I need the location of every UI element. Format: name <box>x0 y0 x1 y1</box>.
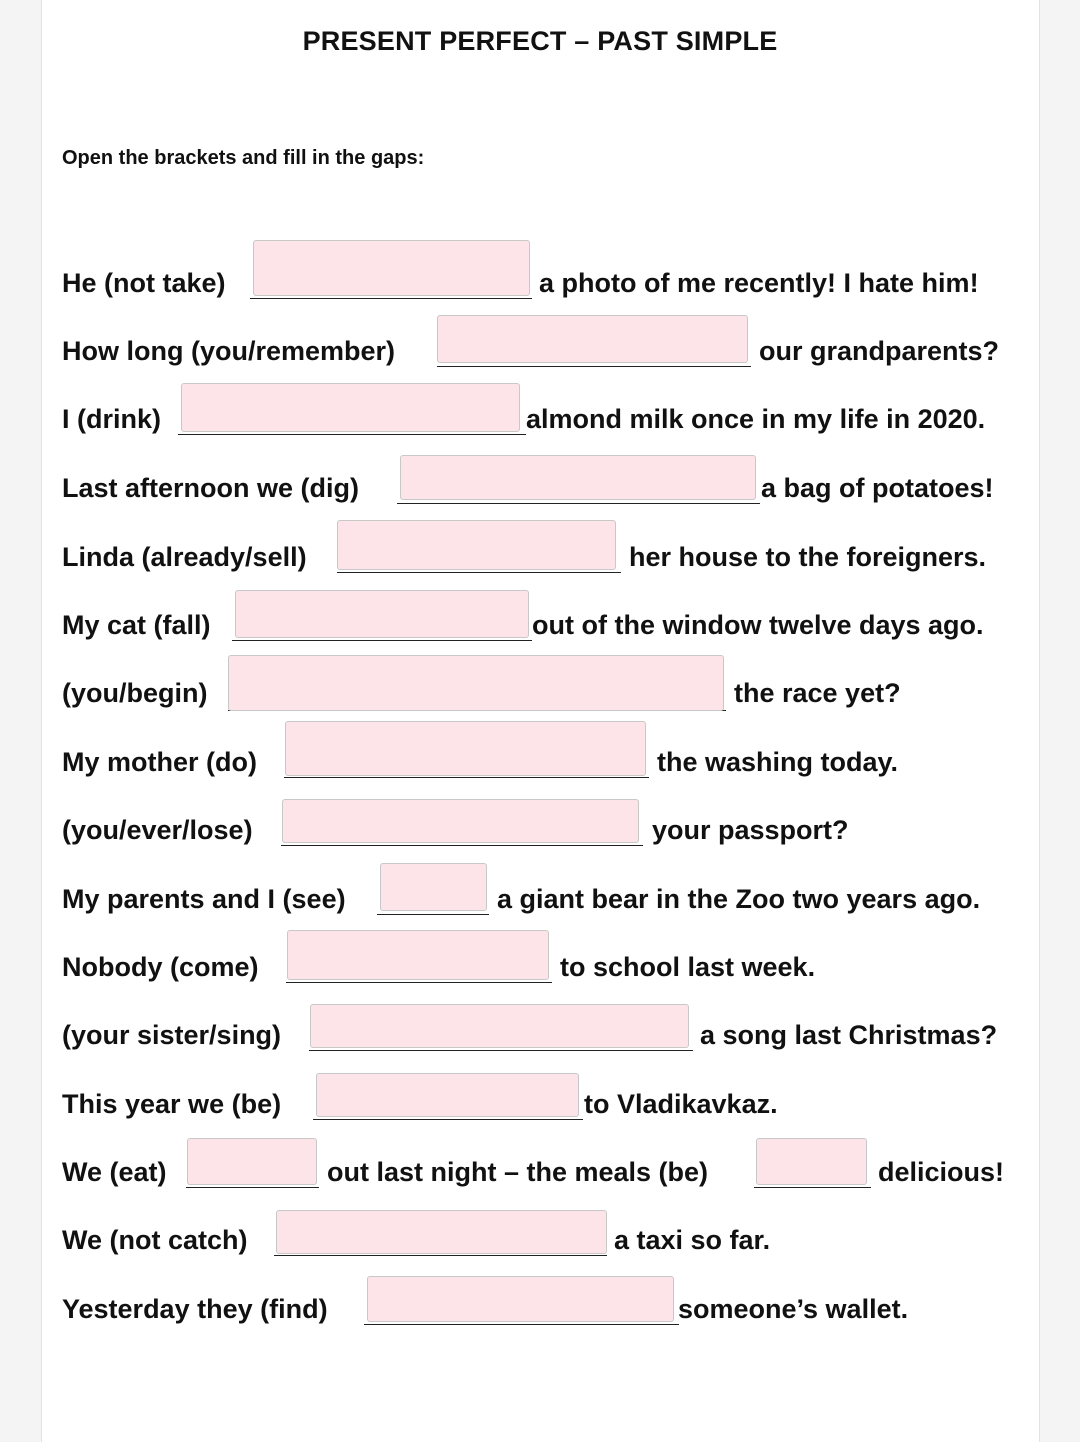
continuation-text: the washing today. <box>657 747 899 777</box>
prompt-text: My parents and I (see) <box>62 884 346 914</box>
continuation-text: almond milk once in my life in 2020. <box>526 404 986 434</box>
continuation-text: the race yet? <box>734 678 901 708</box>
continuation-text: a photo of me recently! I hate him! <box>539 268 979 298</box>
answer-input[interactable] <box>337 520 616 570</box>
answer-input[interactable] <box>276 1210 607 1254</box>
answer-input[interactable] <box>235 590 529 638</box>
prompt-text: Last afternoon we (dig) <box>62 473 359 503</box>
continuation-text: a giant bear in the Zoo two years ago. <box>497 884 981 914</box>
continuation-text: a song last Christmas? <box>700 1020 998 1050</box>
answer-input[interactable] <box>253 240 530 296</box>
continuation-text: to Vladikavkaz. <box>584 1089 778 1119</box>
answer-input[interactable] <box>437 315 748 363</box>
prompt-text: My mother (do) <box>62 747 257 777</box>
prompt-text: (your sister/sing) <box>62 1020 282 1050</box>
prompt-text: My cat (fall) <box>62 610 211 640</box>
answer-input[interactable] <box>282 799 639 843</box>
answer-input-2[interactable] <box>756 1138 867 1185</box>
instructions: Open the brackets and fill in the gaps: <box>62 147 425 169</box>
continuation-text: our grandparents? <box>759 336 1000 366</box>
answer-input[interactable] <box>187 1138 317 1185</box>
answer-input[interactable] <box>287 930 549 980</box>
answer-input[interactable] <box>285 721 646 776</box>
continuation-text: delicious! <box>878 1157 1005 1187</box>
answer-input[interactable] <box>181 383 520 432</box>
answer-input[interactable] <box>367 1276 674 1322</box>
prompt-text: (you/begin) <box>62 678 208 708</box>
continuation-text: a taxi so far. <box>614 1225 771 1255</box>
answer-input[interactable] <box>316 1073 579 1117</box>
prompt-text: We (not catch) <box>62 1225 248 1255</box>
prompt-text: How long (you/remember) <box>62 336 396 366</box>
prompt-text: He (not take) <box>62 268 226 298</box>
continuation-text: someone’s wallet. <box>678 1294 909 1324</box>
answer-input[interactable] <box>310 1004 689 1048</box>
continuation-text: a bag of potatoes! <box>761 473 994 503</box>
answer-input[interactable] <box>400 455 756 500</box>
continuation-text: your passport? <box>652 815 849 845</box>
prompt-text: I (drink) <box>62 404 161 434</box>
continuation-text: her house to the foreigners. <box>629 542 987 572</box>
prompt-text: Nobody (come) <box>62 952 259 982</box>
answer-input[interactable] <box>228 655 724 711</box>
prompt-text: Yesterday they (find) <box>62 1294 328 1324</box>
middle-text: out last night – the meals (be) <box>327 1157 709 1187</box>
prompt-text: This year we (be) <box>62 1089 282 1119</box>
continuation-text: to school last week. <box>560 952 816 982</box>
prompt-text: Linda (already/sell) <box>62 542 307 572</box>
continuation-text: out of the window twelve days ago. <box>532 610 984 640</box>
answer-input[interactable] <box>380 863 487 911</box>
page-title: PRESENT PERFECT – PAST SIMPLE <box>302 26 778 56</box>
prompt-text: We (eat) <box>62 1157 167 1187</box>
prompt-text: (you/ever/lose) <box>62 815 253 845</box>
